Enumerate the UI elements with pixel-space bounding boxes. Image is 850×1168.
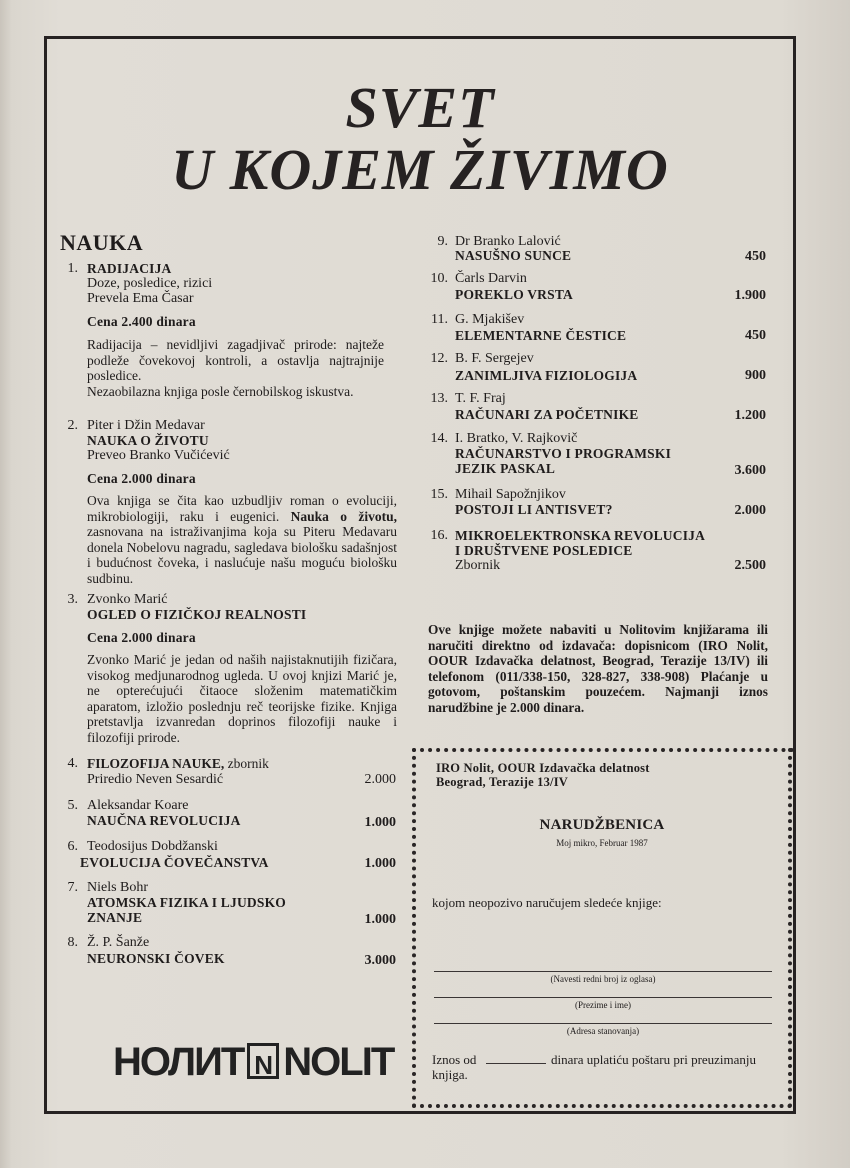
book-note: Zbornik [455, 558, 501, 573]
book-title: EVOLUCIJA ČOVEČANSTVA [80, 855, 269, 870]
book-price: 2.500 [734, 558, 766, 573]
order-name-label: (Prezime i ime) [575, 1000, 631, 1010]
book-price: 1.000 [364, 815, 396, 830]
book-price: 2.000 [734, 503, 766, 518]
book-author: Zvonko Marić [87, 592, 168, 607]
book-number: 15. [430, 487, 448, 502]
book-title: NEURONSKI ČOVEK [87, 951, 225, 966]
title-line-2: U KOJEM ŽIVIMO [171, 137, 669, 202]
book-number: 11. [431, 312, 448, 327]
order-amount-field[interactable] [486, 1063, 546, 1064]
book-description: Radijacija – nevidljivi zagadjivač prirode: najteže podleže čovekovoj kontroli, a ostavlja najtrajnije posledice. [87, 337, 384, 384]
book-subtitle: Doze, posledice, rizici [87, 276, 213, 291]
book-title: NAUČNA REVOLUCIJA [87, 813, 241, 828]
order-name-field[interactable] [434, 997, 772, 998]
logo-latin: NOLIT [283, 1040, 394, 1084]
book-number: 6. [67, 839, 78, 854]
book-translator: Preveo Branko Vučićević [87, 448, 230, 463]
book-author: T. F. Fraj [455, 391, 506, 406]
book-title-line-2: ZNANJE [87, 910, 143, 925]
order-address-1: IRO Nolit, OOUR Izdavačka delatnost [436, 761, 650, 775]
book-price: 3.600 [734, 463, 766, 478]
book-title: RAČUNARI ZA POČETNIKE [455, 407, 639, 422]
order-amount-suffix: dinara uplatiću poštaru pri preuzimanju [551, 1052, 757, 1067]
book-number: 3. [67, 592, 78, 607]
book-description-2: Nezaobilazna knjiga posle černobilskog iskustva. [87, 384, 354, 399]
order-address-label: (Adresa stanovanja) [566, 1026, 640, 1036]
logo-cyrillic: НОЛИТ [113, 1040, 244, 1084]
book-price: Cena 2.000 dinara [87, 630, 196, 645]
section-heading: NAUKA [60, 230, 144, 255]
book-author: Mihail Sapožnjikov [455, 487, 566, 502]
logo-mark-icon [247, 1043, 279, 1079]
ordering-info: Ove knjige možete nabaviti u Nolitovim knjižarama ili naručiti direktno od izdavača: dopisnicom (IRO Nolit, OOUR Izdavačka delatnost, Beograd, Terazije 13/IV) ili telefonom (011/338-150, 328-827, 338-908) Plaćanje u gotovom, poštanskim pouzećem. Najmanji iznos narudžbine je 2.000 dinara. [428, 622, 768, 715]
book-number: 8. [67, 935, 78, 950]
book-author: G. Mjakišev [455, 312, 525, 327]
book-title: POSTOJI LI ANTISVET? [455, 502, 613, 517]
book-price: Cena 2.400 dinara [87, 314, 196, 329]
book-author: Piter i Džin Medavar [87, 418, 205, 433]
book-price: 3.000 [364, 953, 396, 968]
book-title: NAUKA O ŽIVOTU [87, 433, 209, 448]
book-number: 2. [67, 418, 78, 433]
book-description: Zvonko Marić je jedan od naših najistaknutijih fizičara, visokog medjunarodnog ugleda. U ovoj knjizi Marić je, ne opterećujući čitaoce složenim matematičkim aparatom, izložio poslednju reč teorijske fizike. Knjiga pretstavlja izvanredan doprinos filozofiji nauke i filozofiji prirode. [87, 652, 397, 745]
book-number: 4. [67, 756, 78, 771]
book-title: RAČUNARSTVO I PROGRAMSKI [455, 446, 672, 461]
book-author: I. Bratko, V. Rajkovič [455, 431, 578, 446]
book-title-line-2: I DRUŠTVENE POSLEDICE [455, 543, 633, 558]
book-number: 12. [430, 351, 448, 366]
book-price: 1.200 [734, 408, 766, 423]
book-number: 14. [430, 431, 448, 446]
book-author: Čarls Darvin [455, 271, 527, 286]
desc-text: zasnovana na istraživanjima koja su Piteru Medavaru donela Nobelovu nagradu, sagledava biološku sadašnjost i budućnost čoveka, i naslućuje našu moguću biološku sudbinu. [87, 524, 397, 586]
book-title-bold: FILOZOFIJA NAUKE, [87, 756, 225, 771]
nolit-logo [113, 1040, 393, 1084]
book-price: 450 [745, 249, 766, 264]
book-author: Ž. P. Šanže [87, 935, 150, 950]
book-price: 1.900 [734, 288, 766, 303]
book-translator: Prevela Ema Časar [87, 291, 194, 306]
book-price: 2.000 [364, 772, 396, 787]
book-title: RADIJACIJA [87, 261, 172, 276]
book-price: 1.000 [364, 912, 396, 927]
book-number: 7. [67, 880, 78, 895]
book-number: 10. [430, 271, 448, 286]
book-title-suffix: zbornik [224, 756, 269, 771]
book-title: NASUŠNO SUNCE [455, 248, 572, 263]
book-title-line-2: JEZIK PASKAL [455, 461, 556, 476]
book-author: B. F. Sergejev [455, 351, 534, 366]
book-title: POREKLO VRSTA [455, 287, 573, 302]
book-editor: Priredio Neven Sesardić [87, 772, 224, 787]
order-heading: NARUDŽBENICA [539, 817, 665, 833]
order-books-field[interactable] [434, 971, 772, 972]
book-price: Cena 2.000 dinara [87, 471, 196, 486]
book-title: ELEMENTARNE ČESTICE [455, 328, 627, 343]
book-number: 5. [67, 798, 78, 813]
desc-text: Ova knjiga se čita kao uzbudljiv roman o evoluciji, mikrobiologiji, raku i eugenici. [87, 493, 397, 524]
order-address-field[interactable] [434, 1023, 772, 1024]
desc-emphasis: Nauka o životu, [290, 508, 398, 524]
order-books-label: (Navesti redni broj iz oglasa) [550, 974, 656, 984]
book-description [87, 493, 397, 587]
book-number: 16. [430, 528, 448, 543]
book-author: Teodosijus Dobdžanski [87, 839, 218, 854]
book-title: ATOMSKA FIZIKA I LJUDSKO [87, 895, 286, 910]
book-price: 1.000 [364, 856, 396, 871]
order-address-2: Beograd, Terazije 13/IV [436, 775, 569, 789]
order-amount-end: knjiga. [432, 1067, 468, 1082]
book-price: 450 [745, 328, 766, 343]
book-number: 1. [67, 261, 78, 276]
title-line-1: SVET [345, 75, 495, 140]
book-author: Aleksandar Koare [87, 798, 189, 813]
book-title: OGLED O FIZIČKOJ REALNOSTI [87, 607, 307, 622]
book-author: Niels Bohr [87, 880, 149, 895]
book-title: MIKROELEKTRONSKA REVOLUCIJA [455, 528, 706, 543]
book-number: 13. [430, 391, 448, 406]
book-price: 900 [745, 368, 766, 383]
order-intro: kojom neopozivo naručujem sledeće knjige: [432, 895, 662, 910]
book-author: Dr Branko Lalović [455, 234, 561, 249]
order-issue: Moj mikro, Februar 1987 [556, 838, 648, 848]
order-amount-prefix: Iznos od [432, 1052, 477, 1067]
book-title: ZANIMLJIVA FIZIOLOGIJA [455, 368, 638, 383]
book-number: 9. [437, 234, 448, 249]
book-title [87, 756, 269, 772]
